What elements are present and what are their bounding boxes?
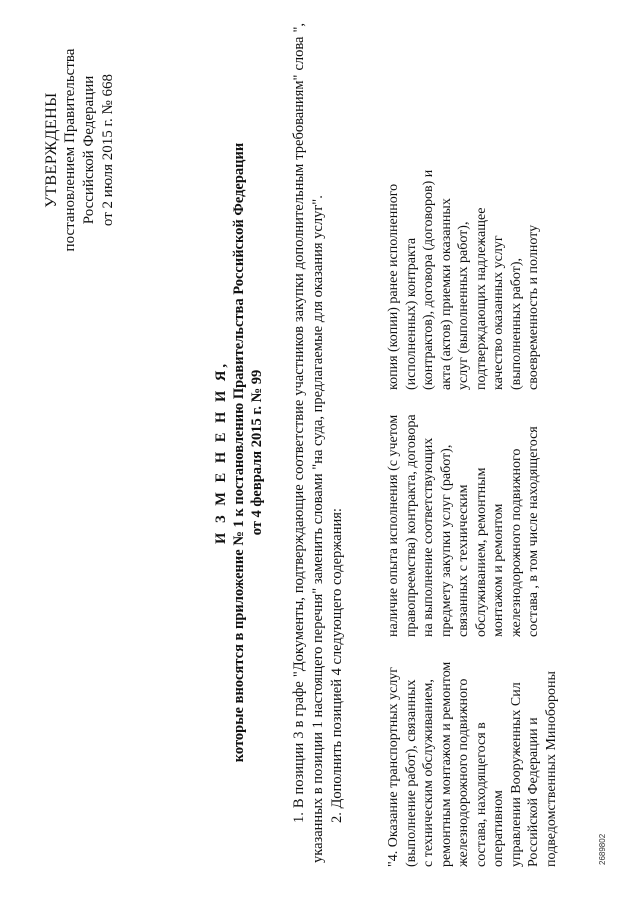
table-column-documents xyxy=(385,158,543,390)
amendments-body xyxy=(290,23,347,863)
table-cell-line: железнодорожного подвижного xyxy=(456,678,471,867)
table-column-requirements xyxy=(385,397,543,637)
table-cell-line: (контрактов), договора (договоров) и xyxy=(421,169,436,390)
table-cell-line: (выполнение работ), связанных xyxy=(403,679,419,867)
table-cell-line: на выполнение соответствующих xyxy=(421,437,436,637)
table-cell-line: состава, находящегося в оперативном xyxy=(473,722,506,867)
table-cell-line: Российской Федерации и xyxy=(526,717,541,867)
table-cell-line: монтажом и ремонтом xyxy=(491,503,506,637)
title-line-2: от 4 февраля 2015 г. № 99 xyxy=(249,369,265,536)
table-column-service xyxy=(385,642,560,867)
amendment-item-2: 2. Дополнить позицией 4 следующего содержания: xyxy=(329,508,345,823)
title-line-1: которые вносятся в приложение № 1 к постановлению Правительства Российской Федерации xyxy=(231,142,247,763)
table-cell-line: предмету закупки услуг (работ), xyxy=(438,444,454,637)
table-cell-line: связанных с техническим xyxy=(456,484,471,637)
table-cell-line: услуг (выполненных работ), xyxy=(456,221,471,390)
table-cell-line: (выполненных работ), xyxy=(508,257,524,390)
table-cell-line: "4. Оказание транспортных услуг xyxy=(386,666,401,867)
document-id: 2689802 xyxy=(598,833,607,865)
table-cell-line: подведомственных Минобороны xyxy=(543,671,559,867)
table-cell-line: качество оказанных услуг xyxy=(491,235,506,390)
table-cell-line: обслуживанием, ремонтным xyxy=(473,467,489,637)
table-cell-line: правопреемства) контракта, договора xyxy=(403,414,419,637)
title-heading: И З М Е Н Е Н И Я, xyxy=(213,361,229,544)
table-cell-line: акта (актов) приемки оказанных xyxy=(438,198,454,390)
table-cell-line: своевременность и полноту xyxy=(526,224,541,390)
table-cell-line: наличие опыта исполнения (с учетом xyxy=(386,414,401,637)
table-cell-line: состава , в том числе находящегося xyxy=(526,426,541,637)
amendment-item-1: 1. В позиции 3 в графе "Документы, подтверждающие соответствие участников закупки дополнительным требованиям" слова ", указанных в позиции 1 настоящего перечня" заменить словами "на суда, предлагаемые для оказания услуг". xyxy=(291,23,326,863)
approval-line-2: Российской Федерации xyxy=(81,75,97,225)
approval-title: УТВЕРЖДЕНЫ xyxy=(43,92,60,208)
table-cell-line: железнодорожного подвижного xyxy=(508,448,524,637)
approval-line-1: постановлением Правительства xyxy=(62,48,78,252)
approval-stamp xyxy=(42,15,118,285)
table-cell-line: копия (копии) ранее исполненного xyxy=(386,183,401,390)
document-title xyxy=(212,20,266,885)
table-cell-line: управлении Вооруженных Сил xyxy=(508,682,524,867)
table-cell-line: с техническим обслуживанием, xyxy=(421,679,436,867)
table-cell-line: подтверждающих надлежащее xyxy=(473,207,489,390)
approval-line-3: от 2 июля 2015 г. № 668 xyxy=(100,73,116,227)
table-cell-line: (исполненных) контракта xyxy=(403,237,419,390)
table-cell-line: ремонтным монтажом и ремонтом xyxy=(438,661,454,867)
